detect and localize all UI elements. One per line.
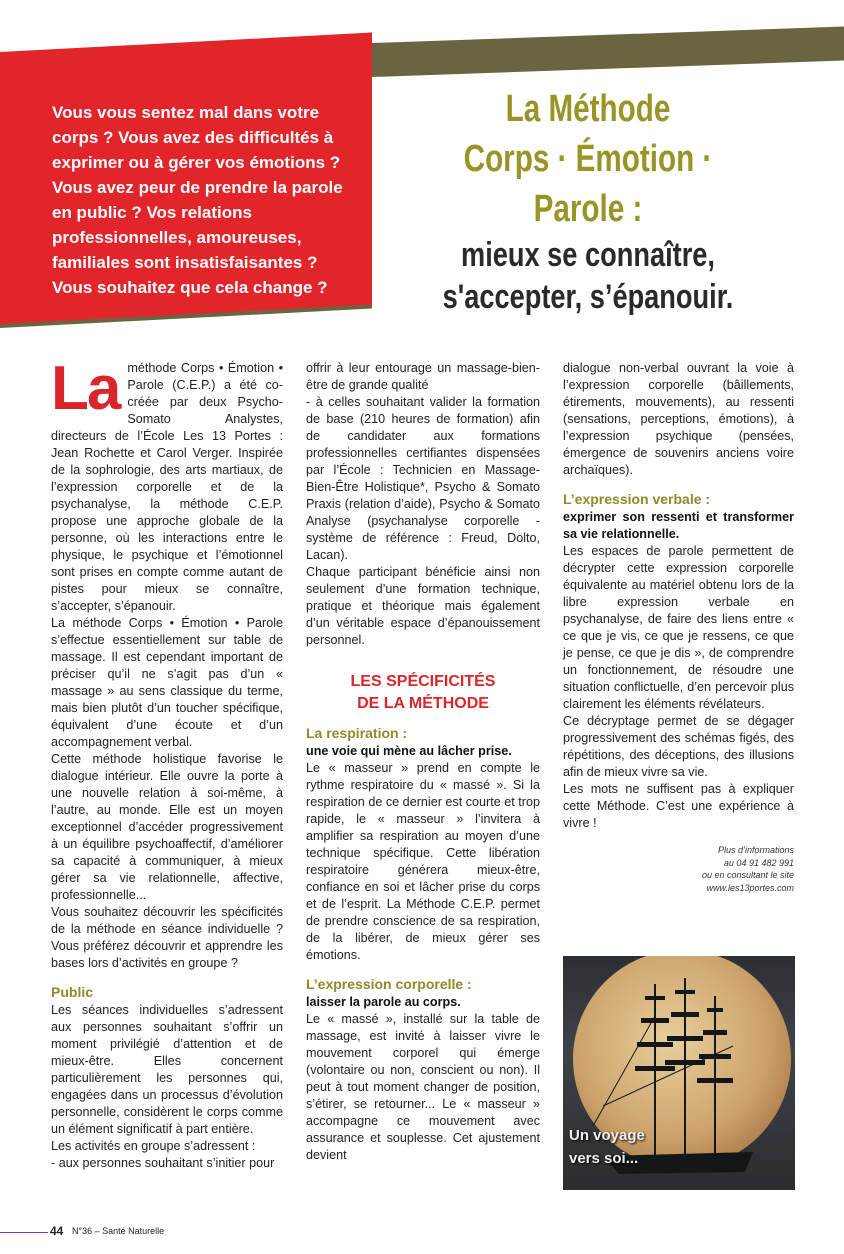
title-line-4: s'accepter, s’épanouir.: [442, 278, 734, 316]
paragraph: - aux personnes souhaitant s’initier pour: [51, 1156, 275, 1170]
footer-rule: [0, 1232, 48, 1233]
section-heading-specificites: [306, 671, 540, 715]
paragraph: Les espaces de parole permettent de décrypter cette expression corporelle équivalente au matériel obtenu lors de la libre expression verbale en psychanalyse, de faire des liens entre « ce que je vis, ce que je ressens, ce que je pense, ce que je dis », de comprendre un fonctionnement, de résoudre une situation conflictuelle, d’en percevoir plus clairement les éléments révélateurs.: [563, 544, 794, 711]
page-title: [378, 84, 798, 318]
spec-heading-line-1: LES SPÉCIFICITÉS: [350, 673, 496, 690]
subtitle-respiration: une voie qui mène au lâcher prise.: [306, 744, 512, 758]
paragraph: Ce décryptage permet de se dégager progressivement des schémas figés, des répétitions, des déceptions, des illusions afin de mieux vivre sa vie.: [563, 714, 794, 779]
ship-moon-photo: [563, 956, 795, 1190]
contact-info: [563, 844, 794, 894]
paragraph: dialogue non-verbal ouvrant la voie à l’expression corporelle (bâillements, étirements, mouvements), au ressenti (sensations, perceptions, émotions), à l’expression psychique (pensées, émergence de souvenirs anciens voire archaïques).: [563, 361, 794, 477]
page-number: 44: [50, 1224, 64, 1238]
paragraph: La méthode Corps • Émotion • Parole s’effectue essentiellement sur table de massage. Il est cependant important de préciser qu’il ne s’agit pas d’un « massage » au sens classique du terme, mais bien plutôt d’un toucher spécifique, équivalent d’une écoute et d’un accompagnement verbal.: [51, 616, 283, 749]
column-2: [306, 360, 540, 1164]
paragraph: offrir à leur entourage un massage-bien-être de grande qualité: [306, 361, 540, 392]
paragraph: Vous souhaitez découvrir les spécificités de la méthode en séance individuelle ? Vous préférez découvrir et apprendre les bases lors d’activités en groupe ?: [51, 905, 283, 970]
paragraph: - à celles souhaitant valider la formation de base (210 heures de formation) afin de candidater aux formations professionnelles certifiantes dispensées par l’École : Technicien en Massage-Bien-Être Holistique*, Psycho & Somato Praxis (relation d’aide), Psycho & Somato Analyse (psychanalyse corporelle - système de référence : Freud, Dolto, Lacan).: [306, 395, 540, 562]
info-line-1: Plus d’informations: [717, 845, 794, 855]
info-line-3: ou en consultant le site: [701, 870, 794, 880]
section-heading-expression-verbale: L’expression verbale :: [563, 491, 711, 507]
footer: [0, 1224, 844, 1244]
magazine-name: N°36 – Santé Naturelle: [72, 1226, 165, 1236]
caption-line-1: Un voyage: [569, 1127, 645, 1144]
paragraph: Cette méthode holistique favorise le dialogue intérieur. Elle ouvre la porte à une nouvelle relation à soi-même, à l’autre, au monde. Elle est un moyen exceptionnel d’accéder progressivement à un équilibre psychoaffectif, d’améliorer sa capacité à communiquer, à mieux gérer sa vie relationnelle, affective, professionnelle...: [51, 752, 283, 902]
intro-text: Vous vous sentez mal dans votre corps ? Vous avez des difficultés à exprimer ou à gérer vos émotions ? Vous avez peur de prendre la parole en public ? Vos relations professionnelles, amoureuses, familiales sont insatisfaisantes ? Vous souhaitez que cela change ?: [52, 103, 343, 297]
paragraph: Les séances individuelles s’adressent aux personnes souhaitant s’offrir un moment privilégié d’attention et de mieux-être. Elles concernent particulièrement les personnes qui, engagées dans un processus d’évolution personnelle, considèrent le corps comme un élément significatif à part entière.: [51, 1003, 283, 1136]
info-line-2: au 04 91 482 991: [723, 857, 794, 868]
paragraph: [51, 354, 283, 615]
section-heading-expression-corporelle: L’expression corporelle :: [306, 976, 472, 992]
paragraph: Le « massé », installé sur la table de massage, est invité à laisser vivre le mouvement corporel qui émerge (volontaire ou non, conscient ou non). Il peut à tout moment changer de position, s’étirer, se retourner... Le « masseur » accompagne ce mouvement avec assurance et souplesse. Cet ajustement devient: [306, 1012, 540, 1162]
title-line-2: Corps · Émotion · Parole :: [463, 138, 713, 230]
title-line-1: La Méthode: [505, 88, 671, 130]
paragraph: Chaque participant bénéficie ainsi non seulement d’une formation technique, pratique et théorique mais également d’un véritable espace d’épanouissement personnel.: [306, 565, 540, 647]
paragraph: Les mots ne suffisent pas à expliquer cette Méthode. C’est une expérience à vivre !: [563, 782, 794, 830]
column-1: [51, 354, 283, 1172]
spec-heading-line-2: DE LA MÉTHODE: [357, 695, 489, 712]
photo-caption: [569, 1124, 645, 1170]
section-heading-public: Public: [51, 984, 94, 1000]
paragraph: Les activités en groupe s’adressent :: [51, 1139, 256, 1153]
paragraph: Le « masseur » prend en compte le rythme respiratoire du « massé ». Si la respiration de ce dernier est courte et trop rapide, le « masseur » l’invitera à amplifier sa respiration au moyen d’une technique spécifique. Cette libération respiratoire générera mieux-être, confiance en soi et lâcher prise du corps et de l’esprit. La Méthode C.E.P. permet de prendre conscience de sa respiration, de la libérer, de mieux gérer ses émotions.: [306, 761, 540, 962]
dropcap: La: [51, 354, 120, 423]
caption-line-2: vers soi...: [569, 1150, 639, 1167]
subtitle-expression-verbale: exprimer son ressenti et transformer sa vie relationnelle.: [563, 510, 794, 541]
title-line-3: mieux se connaître,: [461, 236, 715, 274]
column-3: [563, 360, 794, 894]
paragraph-text: méthode Corps • Émotion • Parole (C.E.P.) a été co-créée par deux Psycho-Somato Analystes, directeurs de l’École Les 13 Portes : Jean Rochette et Carol Verger. Inspirée de la sophrologie, des arts martiaux, de l’expression corporelle et de la psychanalyse, la méthode C.E.P. propose une approche globale de la personne, où les interactions entre le physique, le psychique et l’émotionnel sont prises en compte comme autant de pistes pour mieux se connaître, s’accepter, s’épanouir.: [51, 361, 283, 613]
website-link[interactable]: www.les13portes.com: [706, 882, 794, 893]
section-heading-respiration: La respiration :: [306, 725, 408, 741]
subtitle-expression-corporelle: laisser la parole au corps.: [306, 995, 461, 1009]
